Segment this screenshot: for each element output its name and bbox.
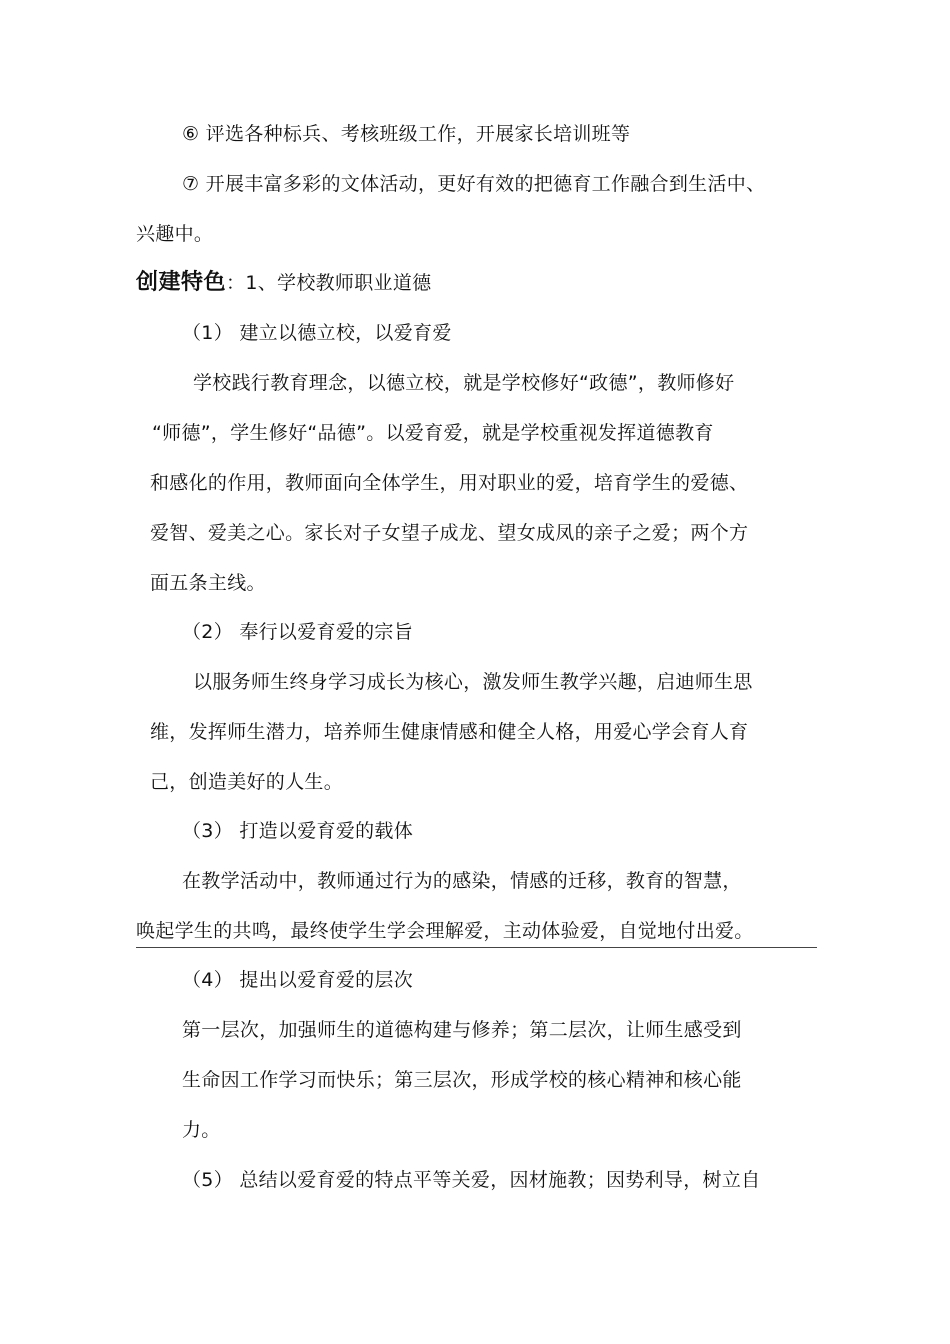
divider xyxy=(136,947,817,948)
p2-line1: 以服务师生终身学习成长为核心，激发师生教学兴趣，启迪师生思 xyxy=(193,671,753,693)
p1-line1: 学校践行教育理念，以德立校，就是学校修好“政德”，教师修好 xyxy=(193,372,735,394)
p1-line3: 和感化的作用，教师面向全体学生，用对职业的爱，培育学生的爱德、 xyxy=(150,472,749,494)
p3-title: （3） 打造以爱育爱的载体 xyxy=(182,820,414,842)
list-item-7-line1: ⑦ 开展丰富多彩的文体活动，更好有效的把德育工作融合到生活中、 xyxy=(182,173,766,195)
section-header xyxy=(136,270,431,296)
p4-line1: 第一层次，加强师生的道德构建与修养；第二层次，让师生感受到 xyxy=(182,1019,742,1041)
p1-line5: 面五条主线。 xyxy=(150,572,266,594)
section-heading: 创建特色 xyxy=(136,270,227,295)
p4-title: （4） 提出以爱育爱的层次 xyxy=(182,969,414,991)
p1-line4: 爱智、爱美之心。家长对子女望子成龙、望女成凤的亲子之爱；两个方 xyxy=(150,522,749,544)
p4-line3: 力。 xyxy=(182,1119,221,1141)
p2-line3: 己，创造美好的人生。 xyxy=(150,771,344,793)
list-item-6: ⑥ 评选各种标兵、考核班级工作，开展家长培训班等 xyxy=(182,123,631,145)
p2-title: （2） 奉行以爱育爱的宗旨 xyxy=(182,621,414,643)
p3-line1: 在教学活动中，教师通过行为的感染，情感的迁移，教育的智慧， xyxy=(182,870,742,892)
p5-line1: （5） 总结以爱育爱的特点平等关爱，因材施教；因势利导，树立自 xyxy=(182,1169,761,1191)
list-item-7-line2: 兴趣中。 xyxy=(136,223,214,245)
section-colon: ： xyxy=(226,272,246,294)
p1-title: （1） 建立以德立校，以爱育爱 xyxy=(182,322,452,344)
p4-line2: 生命因工作学习而快乐；第三层次，形成学校的核心精神和核心能 xyxy=(182,1069,742,1091)
p1-line2: “师德”，学生修好“品德”。以爱育爱，就是学校重视发挥道德教育 xyxy=(152,422,714,444)
p3-line2: 唤起学生的共鸣，最终使学生学会理解爱，主动体验爱，自觉地付出爱。 xyxy=(136,920,754,942)
p2-line2: 维，发挥师生潜力，培养师生健康情感和健全人格，用爱心学会育人育 xyxy=(150,721,749,743)
section-subtitle: 1、学校教师职业道德 xyxy=(245,272,432,294)
